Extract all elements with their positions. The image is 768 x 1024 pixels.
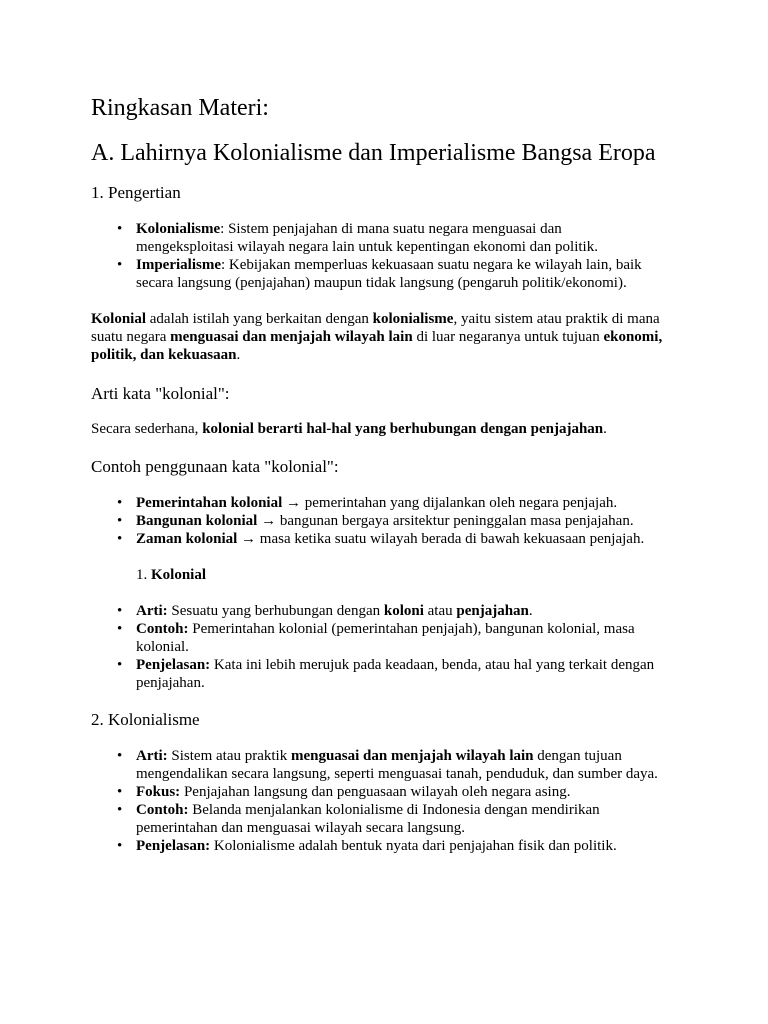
kolonialisme-list xyxy=(117,747,662,855)
list-item xyxy=(117,801,662,837)
list-item xyxy=(117,747,662,783)
bold-text: kolonial berarti hal-hal yang berhubungan dengan penjajahan xyxy=(202,421,604,437)
bold-text: ekonomi, politik, dan kekuasaan xyxy=(91,329,663,363)
bullet: • xyxy=(117,802,123,818)
text: Penjajahan langsung dan penguasaan wilayah oleh negara asing. xyxy=(180,784,571,800)
pengertian-list xyxy=(117,220,662,292)
bold-text: menguasai dan menjajah wilayah lain xyxy=(290,748,534,764)
text: Kata ini lebih merujuk pada keadaan, benda, atau hal yang terkait dengan penjajahan. xyxy=(136,657,655,691)
list-item xyxy=(117,494,662,512)
list-item xyxy=(117,530,662,548)
term: Pemerintahan kolonial xyxy=(136,495,283,511)
kolonial-paragraph xyxy=(91,310,676,364)
definition: : Kebijakan memperluas kekuasaan suatu negara ke wilayah lain, baik secara langsung (penjajahan) maupun tidak langsung (pengaruh politik/ekonomi). xyxy=(136,257,642,291)
kolonialisme-heading: 2. Kolonialisme xyxy=(91,710,200,729)
text: dengan tujuan mengendalikan secara langsung, seperti menguasai tanah, penduduk, dan sumber daya. xyxy=(136,748,658,782)
term: Kolonialisme xyxy=(136,221,221,237)
label: Contoh: xyxy=(136,802,189,818)
list-item xyxy=(117,656,662,692)
text: di luar negaranya untuk tujuan xyxy=(412,329,604,345)
contoh-heading: Contoh penggunaan kata "kolonial": xyxy=(91,457,339,476)
label: Arti: xyxy=(136,603,168,619)
list-item xyxy=(117,783,662,801)
definition: masa ketika suatu wilayah berada di bawah kekuasaan penjajah. xyxy=(256,531,645,547)
bullet: • xyxy=(117,603,123,619)
list-item xyxy=(117,620,662,656)
arrow-icon: → xyxy=(261,513,277,529)
text: Pemerintahan kolonial (pemerintahan penjajah), bangunan kolonial, masa kolonial. xyxy=(136,621,635,655)
bullet: • xyxy=(117,513,123,529)
arrow-icon: → xyxy=(286,495,302,511)
bullet: • xyxy=(117,838,123,854)
label: Fokus: xyxy=(136,784,181,800)
definition: pemerintahan yang dijalankan oleh negara penjajah. xyxy=(301,495,618,511)
list-item xyxy=(117,220,662,256)
item-number: 1. xyxy=(136,567,148,583)
text: Belanda menjalankan kolonialisme di Indonesia dengan mendirikan pemerintahan dan menguasai wilayah secara langsung. xyxy=(136,802,600,836)
label: Penjelasan: xyxy=(136,838,211,854)
text: adalah istilah yang berkaitan dengan xyxy=(146,311,373,327)
bold-text: menguasai dan menjajah wilayah lain xyxy=(170,329,413,345)
definition: bangunan bergaya arsitektur peninggalan masa penjajahan. xyxy=(276,513,634,529)
bullet: • xyxy=(117,221,123,237)
list-item xyxy=(117,512,662,530)
label: Contoh: xyxy=(136,621,189,637)
contoh-list xyxy=(117,494,662,548)
label: Penjelasan: xyxy=(136,657,211,673)
bullet: • xyxy=(117,621,123,637)
bold-text: koloni xyxy=(383,603,424,619)
bullet: • xyxy=(117,257,123,273)
bullet: • xyxy=(117,657,123,673)
text: . xyxy=(236,347,241,363)
text: Secara sederhana, xyxy=(91,421,203,437)
pengertian-heading: 1. Pengertian xyxy=(91,183,181,202)
text: atau xyxy=(423,603,457,619)
item-label: Kolonial xyxy=(151,567,207,583)
bullet: • xyxy=(117,748,123,764)
arti-kata-paragraph xyxy=(91,420,676,438)
kolonial-detail-list xyxy=(117,602,662,692)
text: . xyxy=(528,603,533,619)
bullet: • xyxy=(117,784,123,800)
text: . xyxy=(603,421,607,437)
term: Zaman kolonial xyxy=(136,531,238,547)
section-a-heading: A. Lahirnya Kolonialisme dan Imperialisme Bangsa Eropa xyxy=(91,140,656,166)
term: Imperialisme xyxy=(136,257,221,273)
bullet: • xyxy=(117,531,123,547)
definition: : Sistem penjajahan di mana suatu negara menguasai dan mengeksploitasi wilayah negara lain untuk kepentingan ekonomi dan politik. xyxy=(136,221,598,255)
text: Kolonialisme adalah bentuk nyata dari penjajahan fisik dan politik. xyxy=(210,838,617,854)
text: , yaitu sistem atau praktik di mana suatu negara xyxy=(91,311,660,345)
text: Sistem atau praktik xyxy=(167,748,291,764)
bold-text: kolonialisme xyxy=(372,311,454,327)
bold-text: Kolonial xyxy=(91,311,147,327)
bold-text: penjajahan xyxy=(456,603,529,619)
list-item xyxy=(117,837,662,855)
label: Arti: xyxy=(136,748,168,764)
page-title: Ringkasan Materi: xyxy=(91,95,269,121)
list-item xyxy=(117,256,662,292)
numbered-item-kolonial xyxy=(136,566,206,584)
bullet: • xyxy=(117,495,123,511)
list-item xyxy=(117,602,662,620)
term: Bangunan kolonial xyxy=(136,513,258,529)
arti-kata-heading: Arti kata "kolonial": xyxy=(91,384,230,403)
arrow-icon: → xyxy=(241,531,257,547)
text: Sesuatu yang berhubungan dengan xyxy=(167,603,384,619)
